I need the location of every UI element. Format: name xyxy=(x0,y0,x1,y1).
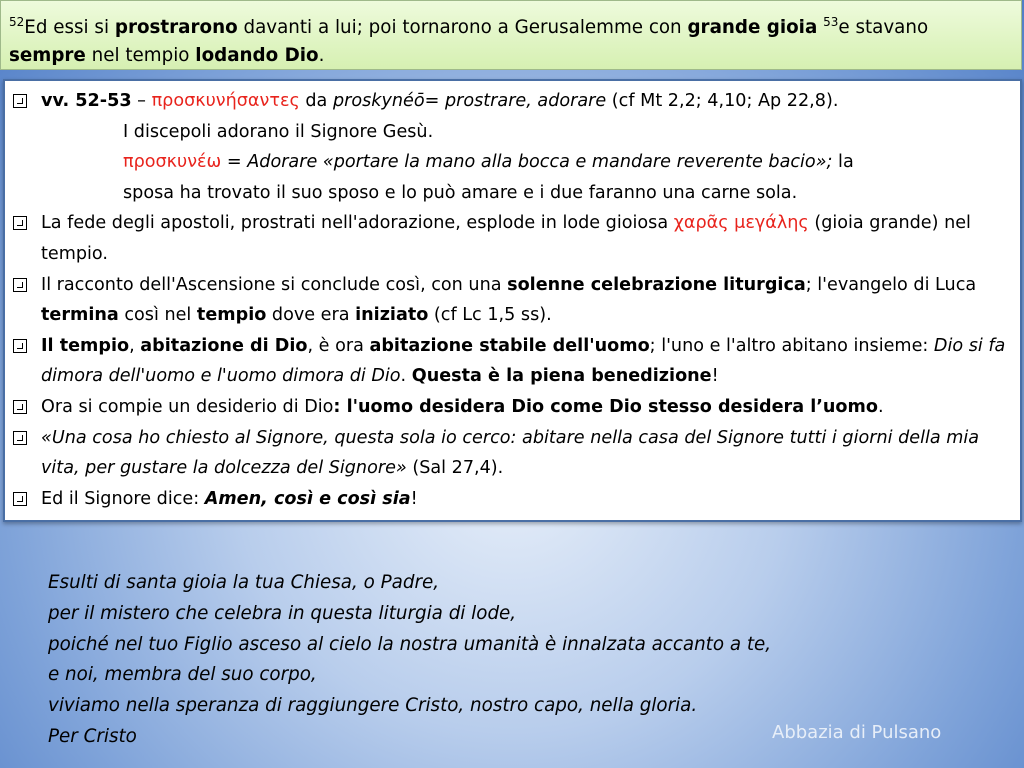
verse-number-53: 53 xyxy=(823,15,839,29)
text: da xyxy=(299,91,333,111)
text: Ora si compie un desiderio di Dio xyxy=(41,396,334,417)
bold-text: iniziato xyxy=(355,305,429,326)
bold-text: tempio xyxy=(196,305,267,326)
text: , xyxy=(129,335,141,356)
verse-number-52: 52 xyxy=(9,15,25,29)
text: (Sal 27,4). xyxy=(406,458,504,479)
bullet-item xyxy=(13,484,1010,515)
text: ! xyxy=(410,488,418,509)
verse-text: Ed essi si xyxy=(24,17,115,39)
bullet-item xyxy=(13,86,1010,117)
dash: – xyxy=(131,91,152,111)
text: dove era xyxy=(266,305,356,326)
greek-word: προσκυνέω xyxy=(123,152,222,173)
bold-italic-text: Amen, così e così sia xyxy=(204,488,411,509)
text: . xyxy=(877,396,884,417)
text: (gioia grande) nel tempio. xyxy=(41,213,971,264)
text: sposa ha trovato il suo sposo e lo può amare e i due faranno una carne sola. xyxy=(123,182,798,203)
prayer-line: e noi, membra del suo corpo, xyxy=(48,664,317,686)
italic-text: «Una cosa ho chiesto al Signore, questa sola io cerco: abitare nella casa del Signore tutti i giorni della mia vita, per gustare la dolcezza del Signore» xyxy=(41,427,980,479)
verse-bold: lodando Dio xyxy=(195,45,319,67)
prayer-line: Esulti di santa gioia la tua Chiesa, o Padre, xyxy=(48,572,440,593)
text: ; l'evangelo di Luca xyxy=(805,274,977,295)
text: Il racconto dell'Ascensione si conclude così, con una xyxy=(41,274,508,295)
text: Ed il Signore dice: xyxy=(41,488,205,509)
prayer-line: per il mistero che celebra in questa liturgia di lode, xyxy=(48,602,517,624)
checkbox-bullet-icon xyxy=(13,400,27,414)
bold-text: termina xyxy=(41,305,119,326)
checkbox-bullet-icon xyxy=(13,492,27,506)
verse-text: . xyxy=(318,45,325,67)
bold-text: abitazione stabile dell'uomo xyxy=(369,335,650,356)
prayer-line: Per Cristo xyxy=(48,725,137,747)
verse-reference: vv. 52-53 xyxy=(41,91,132,111)
bullet-item xyxy=(13,208,1010,269)
text: (cf Mt 2,2; 4,10; Ap 22,8). xyxy=(606,91,839,111)
commentary-box xyxy=(3,79,1022,522)
verse-text: davanti a lui; poi tornarono a Gerusalemme con xyxy=(237,17,688,39)
text: = xyxy=(221,152,248,173)
checkbox-bullet-icon xyxy=(13,339,27,353)
text: . xyxy=(400,366,412,387)
prayer-line: poiché nel tuo Figlio asceso al cielo la nostra umanità è innalzata accanto a te, xyxy=(48,633,772,655)
checkbox-bullet-icon xyxy=(13,431,27,445)
verse-bold: prostrarono xyxy=(114,17,238,39)
indented-line: I discepoli adorano il Signore Gesù. xyxy=(123,121,434,142)
checkbox-bullet-icon xyxy=(13,216,27,230)
bold-text: solenne celebrazione liturgica xyxy=(507,274,806,295)
italic-text: Dio si fa dimora dell'uomo e l'uomo dimora di Dio xyxy=(41,335,1006,387)
verse-bold: grande gioia xyxy=(687,17,818,39)
text: ! xyxy=(711,366,719,387)
bullet-item xyxy=(13,270,1010,331)
italic-text: Adorare «portare la mano alla bocca e mandare reverente bacio»; xyxy=(247,152,833,173)
text: ; l'uno e l'altro abitano insieme: xyxy=(649,335,934,356)
bold-text: : l'uomo desidera Dio come Dio stesso desidera l’uomo xyxy=(333,396,878,417)
indented-line xyxy=(13,147,1010,208)
bold-text: Il tempio xyxy=(41,335,130,356)
bullet-item xyxy=(13,423,1010,484)
verse-box xyxy=(0,0,1022,70)
bullet-item xyxy=(13,392,1010,423)
verse-text: nel tempio xyxy=(85,45,196,67)
text: , è ora xyxy=(307,335,370,356)
bold-text: Questa è la piena benedizione xyxy=(411,366,712,387)
greek-word: χαρᾶς μεγάλης xyxy=(673,213,809,234)
checkbox-bullet-icon xyxy=(13,278,27,292)
checkbox-bullet-icon xyxy=(13,94,27,108)
text: (cf Lc 1,5 ss). xyxy=(428,305,552,326)
text: così nel xyxy=(118,305,197,326)
bullet-item xyxy=(13,331,1010,392)
italic-text: proskynéō= prostrare, adorare xyxy=(332,91,607,111)
greek-word: προσκυνήσαντες xyxy=(151,91,300,111)
verse-bold: sempre xyxy=(9,45,86,67)
text: la xyxy=(832,152,854,173)
text: La fede degli apostoli, prostrati nell'adorazione, esplode in lode gioiosa xyxy=(41,213,674,234)
verse-text: e stavano xyxy=(838,17,929,39)
prayer-line: viviamo nella speranza di raggiungere Cristo, nostro capo, nella gloria. xyxy=(48,695,698,717)
footer-label: Abbazia di Pulsano xyxy=(772,722,942,743)
bold-text: abitazione di Dio xyxy=(140,335,308,356)
